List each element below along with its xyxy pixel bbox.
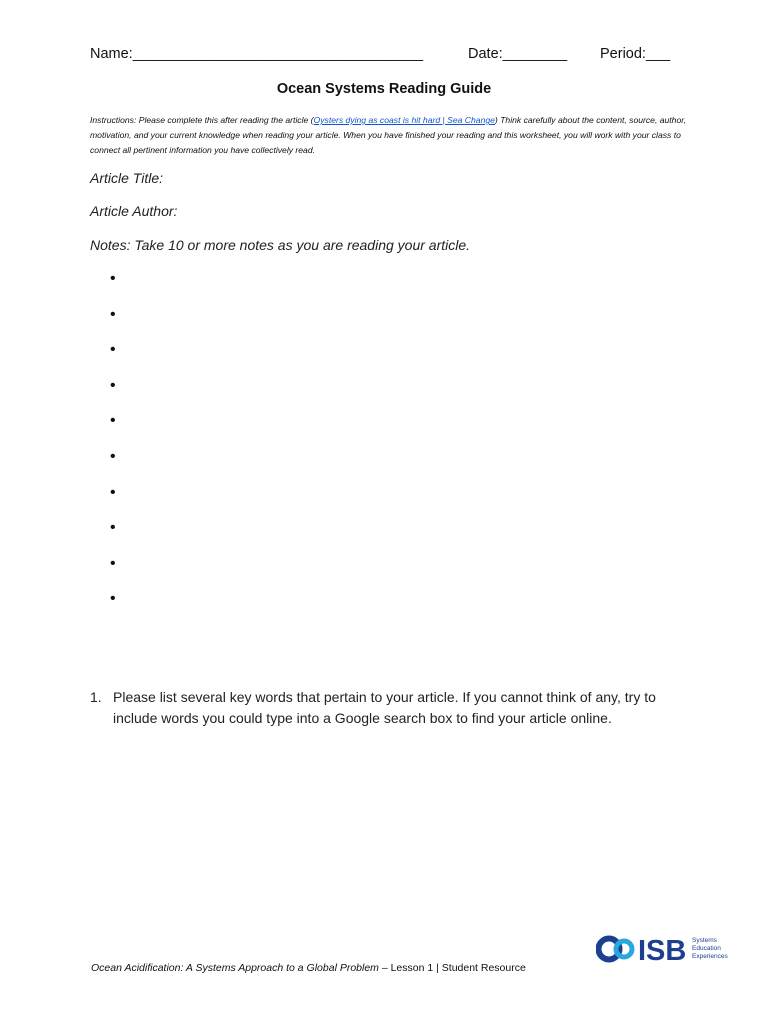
instructions-prefix: Instructions: Please complete this after reading the article ( [90,115,314,125]
note-bullet[interactable]: • [110,412,116,430]
document-title: Ocean Systems Reading Guide [276,81,492,97]
note-bullet[interactable]: • [110,270,116,287]
instructions-paragraph [90,113,690,158]
note-bullet[interactable]: • [110,341,116,359]
header-line [90,46,690,66]
question-1 [90,687,690,729]
instructions-suffix: ) Think carefully about the content, source, author, motivation, and your current knowledge when reading your article. When you have finished your reading and this worksheet, you will work with your class to connect all pertinent information you have collectively read. [90,115,687,155]
note-bullet[interactable]: • [110,554,116,572]
period-field[interactable]: Period:___ [600,46,671,62]
article-link[interactable]: Oysters dying as coast is hit hard | Sea Change [313,115,495,125]
logo-line2: Education [692,945,721,952]
logo-line1: Systems [692,937,717,944]
date-field[interactable]: Date:________ [468,46,568,62]
article-author-label: Article Author: [90,203,178,219]
footer-course-title: Ocean Acidification: A Systems Approach to a Global Problem [91,962,379,974]
notes-label: Notes: Take 10 or more notes as you are reading your article. [90,237,471,253]
note-bullet[interactable]: • [110,447,116,465]
logo-line3: Experiences [692,953,728,960]
question-number: 1. [90,689,102,705]
logo-letters: ISB [638,935,687,967]
isb-logo [596,930,736,968]
name-field[interactable]: Name:____________________________________ [90,46,424,62]
article-title-label: Article Title: [90,170,164,186]
note-bullet[interactable]: • [110,519,116,537]
question-text: Please list several key words that pertain to your article. If you cannot think of any, try to include words you could type into a Google search box to find your article online. [113,689,656,726]
note-bullet[interactable]: • [110,376,116,394]
note-bullet[interactable]: • [110,590,116,608]
notes-list [110,267,116,623]
note-bullet[interactable]: • [110,483,116,501]
note-bullet[interactable]: • [110,305,116,323]
footer-lesson: – Lesson 1 | Student Resource [378,962,526,974]
isb-logo-icon [596,930,736,968]
footer [91,962,526,974]
